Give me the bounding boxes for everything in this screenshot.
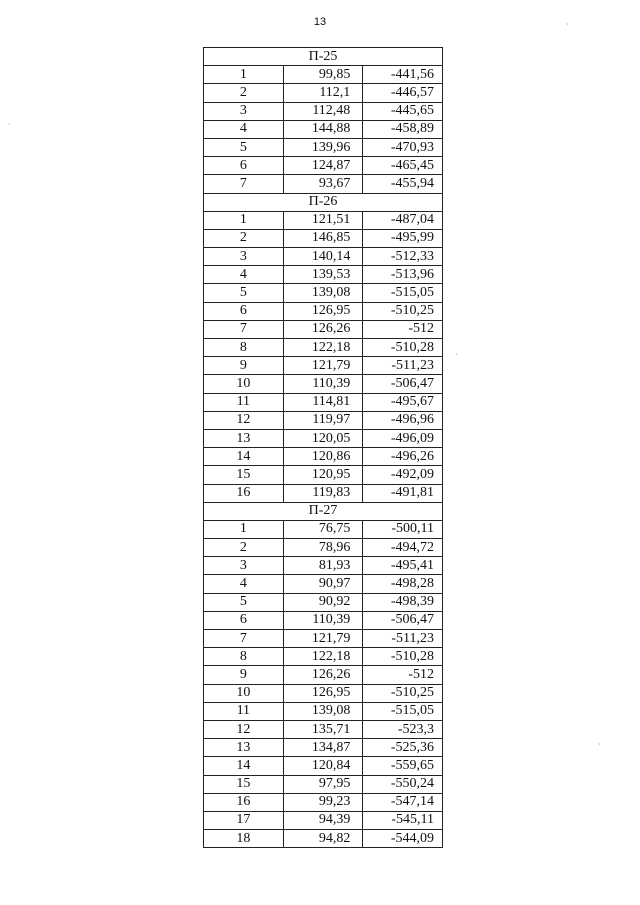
- point-number-cell: 7: [204, 630, 284, 648]
- table-row: [204, 266, 443, 284]
- point-number-cell: 1: [204, 211, 284, 229]
- y-value-cell: -500,11: [363, 520, 443, 538]
- x-value-cell: 119,83: [283, 484, 363, 502]
- x-value-cell: 122,18: [283, 339, 363, 357]
- coordinates-table-container: [203, 47, 443, 848]
- y-value-cell: -512,33: [363, 248, 443, 266]
- x-value-cell: 90,97: [283, 575, 363, 593]
- point-number-cell: 16: [204, 793, 284, 811]
- section-header-row: [204, 502, 443, 520]
- table-row: [204, 666, 443, 684]
- x-value-cell: 140,14: [283, 248, 363, 266]
- table-row: [204, 775, 443, 793]
- point-number-cell: 7: [204, 175, 284, 193]
- y-value-cell: -496,09: [363, 429, 443, 447]
- y-value-cell: -515,05: [363, 702, 443, 720]
- y-value-cell: -515,05: [363, 284, 443, 302]
- x-value-cell: 139,96: [283, 138, 363, 156]
- point-number-cell: 11: [204, 393, 284, 411]
- x-value-cell: 120,86: [283, 448, 363, 466]
- point-number-cell: 13: [204, 739, 284, 757]
- table-row: [204, 229, 443, 247]
- x-value-cell: 126,26: [283, 666, 363, 684]
- table-row: [204, 739, 443, 757]
- point-number-cell: 13: [204, 429, 284, 447]
- x-value-cell: 93,67: [283, 175, 363, 193]
- x-value-cell: 120,95: [283, 466, 363, 484]
- section-header-row: [204, 193, 443, 211]
- y-value-cell: -495,67: [363, 393, 443, 411]
- point-number-cell: 5: [204, 284, 284, 302]
- x-value-cell: 99,23: [283, 793, 363, 811]
- point-number-cell: 2: [204, 229, 284, 247]
- y-value-cell: -513,96: [363, 266, 443, 284]
- point-number-cell: 1: [204, 66, 284, 84]
- x-value-cell: 146,85: [283, 229, 363, 247]
- point-number-cell: 3: [204, 557, 284, 575]
- point-number-cell: 6: [204, 302, 284, 320]
- y-value-cell: -525,36: [363, 739, 443, 757]
- x-value-cell: 97,95: [283, 775, 363, 793]
- x-value-cell: 121,51: [283, 211, 363, 229]
- x-value-cell: 135,71: [283, 720, 363, 738]
- point-number-cell: 6: [204, 611, 284, 629]
- table-row: [204, 120, 443, 138]
- y-value-cell: -445,65: [363, 102, 443, 120]
- table-row: [204, 830, 443, 848]
- scan-speck: ·: [8, 120, 11, 129]
- x-value-cell: 110,39: [283, 611, 363, 629]
- section-title: П-27: [204, 502, 443, 520]
- x-value-cell: 81,93: [283, 557, 363, 575]
- y-value-cell: -523,3: [363, 720, 443, 738]
- point-number-cell: 5: [204, 138, 284, 156]
- table-row: [204, 429, 443, 447]
- table-row: [204, 757, 443, 775]
- point-number-cell: 12: [204, 720, 284, 738]
- x-value-cell: 139,08: [283, 284, 363, 302]
- table-row: [204, 520, 443, 538]
- x-value-cell: 114,81: [283, 393, 363, 411]
- point-number-cell: 16: [204, 484, 284, 502]
- y-value-cell: -496,26: [363, 448, 443, 466]
- y-value-cell: -510,25: [363, 302, 443, 320]
- point-number-cell: 8: [204, 339, 284, 357]
- x-value-cell: 126,26: [283, 320, 363, 338]
- point-number-cell: 4: [204, 120, 284, 138]
- table-row: [204, 175, 443, 193]
- table-row: [204, 611, 443, 629]
- y-value-cell: -470,93: [363, 138, 443, 156]
- point-number-cell: 9: [204, 666, 284, 684]
- point-number-cell: 3: [204, 248, 284, 266]
- table-row: [204, 466, 443, 484]
- x-value-cell: 78,96: [283, 539, 363, 557]
- y-value-cell: -550,24: [363, 775, 443, 793]
- point-number-cell: 11: [204, 702, 284, 720]
- x-value-cell: 122,18: [283, 648, 363, 666]
- y-value-cell: -547,14: [363, 793, 443, 811]
- table-row: [204, 320, 443, 338]
- section-header-row: [204, 48, 443, 66]
- x-value-cell: 94,82: [283, 830, 363, 848]
- x-value-cell: 121,79: [283, 630, 363, 648]
- table-row: [204, 648, 443, 666]
- point-number-cell: 10: [204, 684, 284, 702]
- table-row: [204, 484, 443, 502]
- scan-speck: ·: [566, 20, 569, 29]
- point-number-cell: 15: [204, 466, 284, 484]
- y-value-cell: -511,23: [363, 630, 443, 648]
- y-value-cell: -559,65: [363, 757, 443, 775]
- y-value-cell: -512: [363, 666, 443, 684]
- table-row: [204, 138, 443, 156]
- y-value-cell: -510,28: [363, 648, 443, 666]
- section-title: П-25: [204, 48, 443, 66]
- y-value-cell: -455,94: [363, 175, 443, 193]
- table-row: [204, 684, 443, 702]
- y-value-cell: -512: [363, 320, 443, 338]
- point-number-cell: 1: [204, 520, 284, 538]
- y-value-cell: -510,25: [363, 684, 443, 702]
- table-row: [204, 157, 443, 175]
- x-value-cell: 134,87: [283, 739, 363, 757]
- table-row: [204, 302, 443, 320]
- point-number-cell: 10: [204, 375, 284, 393]
- table-row: [204, 375, 443, 393]
- y-value-cell: -498,28: [363, 575, 443, 593]
- table-row: [204, 720, 443, 738]
- x-value-cell: 112,1: [283, 84, 363, 102]
- y-value-cell: -511,23: [363, 357, 443, 375]
- point-number-cell: 2: [204, 84, 284, 102]
- point-number-cell: 9: [204, 357, 284, 375]
- point-number-cell: 17: [204, 811, 284, 829]
- point-number-cell: 14: [204, 757, 284, 775]
- point-number-cell: 7: [204, 320, 284, 338]
- y-value-cell: -498,39: [363, 593, 443, 611]
- table-row: [204, 393, 443, 411]
- y-value-cell: -446,57: [363, 84, 443, 102]
- table-row: [204, 411, 443, 429]
- x-value-cell: 110,39: [283, 375, 363, 393]
- point-number-cell: 15: [204, 775, 284, 793]
- y-value-cell: -441,56: [363, 66, 443, 84]
- y-value-cell: -491,81: [363, 484, 443, 502]
- y-value-cell: -465,45: [363, 157, 443, 175]
- coordinates-table: [203, 47, 443, 848]
- table-row: [204, 102, 443, 120]
- table-row: [204, 84, 443, 102]
- x-value-cell: 94,39: [283, 811, 363, 829]
- y-value-cell: -506,47: [363, 611, 443, 629]
- section-title: П-26: [204, 193, 443, 211]
- point-number-cell: 6: [204, 157, 284, 175]
- point-number-cell: 3: [204, 102, 284, 120]
- y-value-cell: -487,04: [363, 211, 443, 229]
- x-value-cell: 126,95: [283, 684, 363, 702]
- y-value-cell: -510,28: [363, 339, 443, 357]
- x-value-cell: 119,97: [283, 411, 363, 429]
- x-value-cell: 90,92: [283, 593, 363, 611]
- table-row: [204, 702, 443, 720]
- table-row: [204, 557, 443, 575]
- y-value-cell: -495,99: [363, 229, 443, 247]
- x-value-cell: 76,75: [283, 520, 363, 538]
- point-number-cell: 2: [204, 539, 284, 557]
- y-value-cell: -544,09: [363, 830, 443, 848]
- table-row: [204, 339, 443, 357]
- point-number-cell: 5: [204, 593, 284, 611]
- x-value-cell: 124,87: [283, 157, 363, 175]
- scan-speck: ·: [455, 350, 458, 359]
- x-value-cell: 139,53: [283, 266, 363, 284]
- point-number-cell: 14: [204, 448, 284, 466]
- point-number-cell: 18: [204, 830, 284, 848]
- y-value-cell: -495,41: [363, 557, 443, 575]
- y-value-cell: -492,09: [363, 466, 443, 484]
- table-row: [204, 284, 443, 302]
- table-row: [204, 66, 443, 84]
- point-number-cell: 8: [204, 648, 284, 666]
- point-number-cell: 4: [204, 575, 284, 593]
- x-value-cell: 112,48: [283, 102, 363, 120]
- x-value-cell: 120,05: [283, 429, 363, 447]
- table-row: [204, 793, 443, 811]
- x-value-cell: 126,95: [283, 302, 363, 320]
- x-value-cell: 139,08: [283, 702, 363, 720]
- y-value-cell: -496,96: [363, 411, 443, 429]
- x-value-cell: 99,85: [283, 66, 363, 84]
- coordinates-table-body: [204, 48, 443, 848]
- table-row: [204, 357, 443, 375]
- table-row: [204, 593, 443, 611]
- point-number-cell: 4: [204, 266, 284, 284]
- y-value-cell: -494,72: [363, 539, 443, 557]
- table-row: [204, 575, 443, 593]
- table-row: [204, 539, 443, 557]
- scan-speck: ·: [598, 740, 601, 749]
- table-row: [204, 811, 443, 829]
- table-row: [204, 211, 443, 229]
- x-value-cell: 120,84: [283, 757, 363, 775]
- point-number-cell: 12: [204, 411, 284, 429]
- x-value-cell: 121,79: [283, 357, 363, 375]
- x-value-cell: 144,88: [283, 120, 363, 138]
- y-value-cell: -458,89: [363, 120, 443, 138]
- page-number: 13: [313, 16, 327, 28]
- table-row: [204, 448, 443, 466]
- table-row: [204, 630, 443, 648]
- table-row: [204, 248, 443, 266]
- y-value-cell: -506,47: [363, 375, 443, 393]
- y-value-cell: -545,11: [363, 811, 443, 829]
